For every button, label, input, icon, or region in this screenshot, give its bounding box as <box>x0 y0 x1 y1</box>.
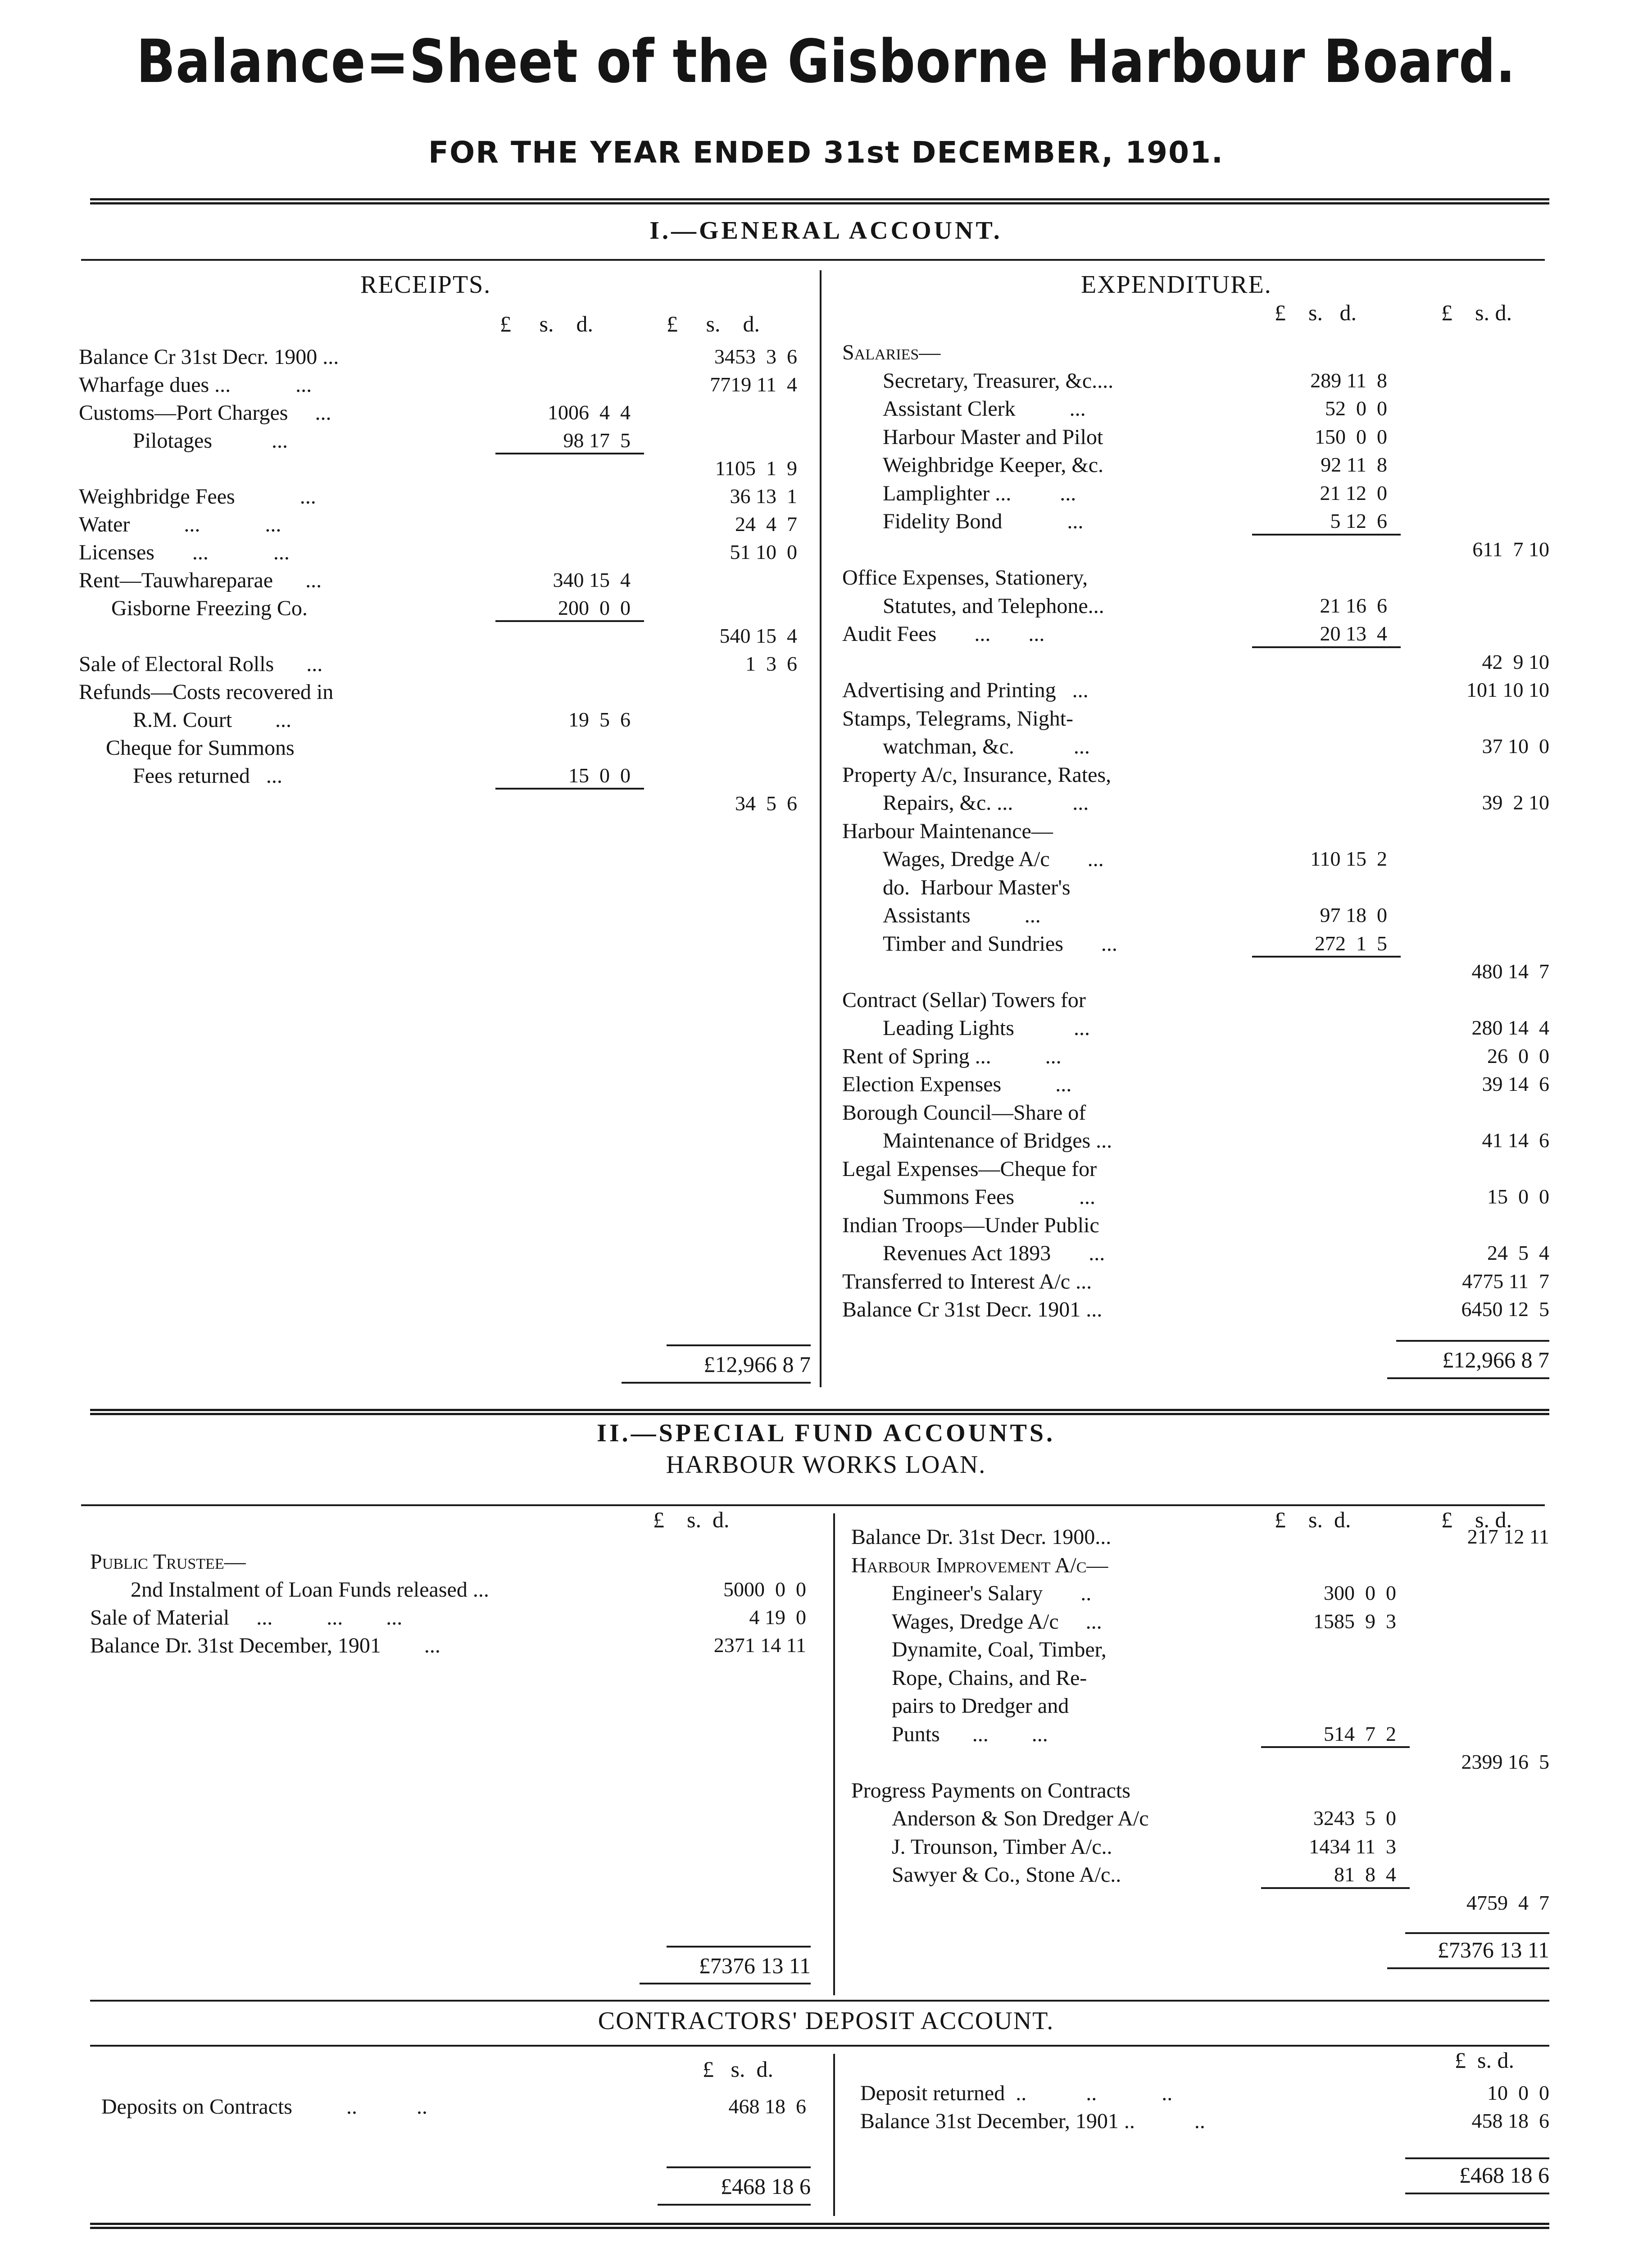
general-expense-row-outer-amount: 24 5 4 <box>1487 1241 1549 1264</box>
general-receipt-row-outer-amount: 34 5 6 <box>735 792 797 815</box>
expenditure-total-bottom-rule <box>1387 1377 1549 1379</box>
general-expenditure-total: £12,966 8 7 <box>1442 1347 1549 1372</box>
general-expense-row-inner-amount: 92 11 8 <box>1321 453 1387 476</box>
general-receipt-row-outer-amount: 51 10 0 <box>730 540 797 563</box>
general-receipt-row-outer-amount: 1 3 6 <box>745 652 797 675</box>
general-receipt-row-label: Weighbridge Fees ... <box>79 485 316 509</box>
footer-rule <box>90 2223 1549 2229</box>
special-receipt-row-label: Public Trustee— <box>90 1550 246 1574</box>
deposit-expense-row-label: Balance 31st December, 1901 .. .. <box>860 2109 1205 2133</box>
general-receipt-row-inner-amount: 19 5 6 <box>568 708 631 731</box>
general-receipt-row-inner-amount: 98 17 5 <box>563 429 631 452</box>
general-expense-row-label: Statutes, and Telephone... <box>883 594 1104 618</box>
special-receipts-currency: £ s. d. <box>653 1507 730 1532</box>
general-expense-row-inner-amount: 21 12 0 <box>1320 481 1387 504</box>
special-expense-subtotal-rule <box>1261 1887 1410 1889</box>
special-receipt-row-label: Sale of Material ... ... ... <box>90 1606 403 1630</box>
deposit-expense-row-outer-amount: 458 18 6 <box>1471 2109 1549 2132</box>
special-fund-heading: II.—SPECIAL FUND ACCOUNTS. <box>597 1419 1055 1447</box>
general-expense-row-outer-amount: 41 14 6 <box>1482 1129 1549 1152</box>
general-expense-row-outer-amount: 101 10 10 <box>1466 678 1549 701</box>
general-expense-row-outer-amount: 480 14 7 <box>1471 960 1549 983</box>
general-expense-row-label: Indian Troops—Under Public <box>842 1213 1099 1237</box>
receipts-total-top-rule <box>667 1344 811 1346</box>
deposit-receipts-total-top-rule <box>667 2166 811 2168</box>
special-expense-row-outer-amount: 4759 4 7 <box>1466 1891 1549 1914</box>
special-sub-rule <box>81 1504 1545 1506</box>
special-column-divider <box>833 1513 835 1995</box>
deposit-column-divider <box>833 2054 835 2216</box>
general-expense-row-inner-amount: 5 12 6 <box>1330 509 1387 532</box>
general-top-rule <box>81 259 1545 261</box>
special-expense-row-label: Punts ... ... <box>892 1722 1048 1746</box>
special-expense-row-label: Harbour Improvement A/c— <box>851 1553 1108 1577</box>
general-expense-row-inner-amount: 20 13 4 <box>1320 622 1387 645</box>
general-expense-row-label: Borough Council—Share of <box>842 1100 1086 1125</box>
receipts-currency-outer: £ s. d. <box>667 311 760 336</box>
general-receipts-total: £12,966 8 7 <box>703 1352 811 1377</box>
special-expense-row-outer-amount: 2399 16 5 <box>1461 1750 1549 1773</box>
general-receipt-row-label: Fees returned ... <box>79 764 282 788</box>
deposit-expenditure-total: £468 18 6 <box>1459 2162 1549 2188</box>
deposit-receipt-row-label: Deposits on Contracts .. .. <box>101 2095 427 2119</box>
general-receipt-row-label: Water ... ... <box>79 513 281 536</box>
special-receipt-row-outer-amount: 2371 14 11 <box>713 1634 806 1657</box>
special-expense-row-label: Progress Payments on Contracts <box>851 1778 1130 1803</box>
general-receipt-row-label: Rent—Tauwhareparae ... <box>79 568 322 592</box>
deposit-expenditure-currency: £ s. d. <box>1455 2048 1514 2073</box>
special-receipt-row-outer-amount: 4 19 0 <box>749 1606 806 1629</box>
general-expense-subtotal-rule <box>1252 956 1401 958</box>
special-expense-row-inner-amount: 514 7 2 <box>1324 1722 1396 1745</box>
general-expense-subtotal-rule <box>1252 646 1401 648</box>
general-expense-row-label: Balance Cr 31st Decr. 1901 ... <box>842 1298 1103 1321</box>
harbour-works-loan-heading: HARBOUR WORKS LOAN. <box>666 1451 986 1479</box>
page-title: Balance=Sheet of the Gisborne Harbour Board. <box>136 27 1516 96</box>
general-expense-row-outer-amount: 39 14 6 <box>1482 1072 1549 1095</box>
general-expense-row-outer-amount: 37 10 0 <box>1482 735 1549 758</box>
special-expense-subtotal-rule <box>1261 1746 1410 1748</box>
general-expense-row-label: Wages, Dredge A/c ... <box>883 847 1104 871</box>
general-receipt-row-outer-amount: 540 15 4 <box>719 624 797 647</box>
general-receipt-row-outer-amount: 24 4 7 <box>735 513 797 536</box>
special-expense-row-inner-amount: 1434 11 3 <box>1309 1834 1396 1858</box>
general-expense-row-label: Salaries— <box>842 341 941 364</box>
general-expense-row-label: Lamplighter ... ... <box>883 481 1076 505</box>
general-expense-row-outer-amount: 4775 11 7 <box>1462 1269 1549 1293</box>
general-expense-row-label: Legal Expenses—Cheque for <box>842 1157 1097 1181</box>
general-receipt-row-inner-amount: 1006 4 4 <box>548 401 631 424</box>
general-expense-row-label: Assistants ... <box>883 904 1041 927</box>
special-expenditure-total-bottom-rule <box>1387 1967 1549 1969</box>
special-expense-row-label: Wages, Dredge A/c ... <box>892 1609 1102 1634</box>
receipts-heading: RECEIPTS. <box>360 271 491 299</box>
general-receipt-row-label: Wharfage dues ... ... <box>79 373 312 397</box>
general-receipt-row-label: Customs—Port Charges ... <box>79 401 331 425</box>
general-expense-row-label: watchman, &c. ... <box>883 735 1090 758</box>
deposit-receipts-currency: £ s. d. <box>703 2057 773 2082</box>
general-expense-row-inner-amount: 289 11 8 <box>1310 368 1387 392</box>
special-expense-row-label: Sawyer & Co., Stone A/c.. <box>892 1863 1121 1887</box>
special-expense-row-outer-amount: 217 12 11 <box>1467 1525 1549 1548</box>
general-expense-row-label: Harbour Maintenance— <box>842 819 1053 843</box>
special-expenditure-currency-outer: £ s. d. <box>1441 1507 1512 1532</box>
general-expense-row-label: Stamps, Telegrams, Night- <box>842 706 1074 731</box>
general-expense-subtotal-rule <box>1252 534 1401 536</box>
page-subtitle: FOR THE YEAR ENDED 31st DECEMBER, 1901. <box>428 135 1224 170</box>
deposit-account-heading: CONTRACTORS' DEPOSIT ACCOUNT. <box>598 2007 1054 2035</box>
general-expense-row-label: Timber and Sundries ... <box>883 931 1117 956</box>
general-column-divider <box>820 270 821 1387</box>
general-receipt-subtotal-rule <box>495 620 644 622</box>
general-receipt-row-inner-amount: 340 15 4 <box>553 568 631 591</box>
deposit-expenditure-total-bottom-rule <box>1405 2193 1549 2194</box>
general-expense-row-inner-amount: 110 15 2 <box>1310 847 1387 870</box>
expenditure-currency-inner: £ s. d. <box>1275 300 1357 325</box>
special-expenditure-total: £7376 13 11 <box>1437 1937 1549 1962</box>
general-expense-row-outer-amount: 39 2 10 <box>1482 791 1549 814</box>
general-expense-row-label: Election Expenses ... <box>842 1072 1072 1096</box>
general-expense-row-inner-amount: 52 0 0 <box>1325 397 1387 420</box>
general-expense-row-label: Maintenance of Bridges ... <box>883 1129 1112 1153</box>
special-expense-row-inner-amount: 3243 5 0 <box>1313 1807 1396 1830</box>
deposit-expense-row-label: Deposit returned .. .. .. <box>860 2081 1173 2105</box>
general-receipt-row-label: R.M. Court ... <box>79 708 292 732</box>
general-receipt-row-label: Sale of Electoral Rolls ... <box>79 652 323 676</box>
general-expense-row-label: Rent of Spring ... ... <box>842 1044 1062 1068</box>
general-receipt-subtotal-rule <box>495 788 644 790</box>
general-receipt-row-inner-amount: 200 0 0 <box>558 596 631 619</box>
general-receipt-row-label: Refunds—Costs recovered in <box>79 680 334 704</box>
general-receipt-subtotal-rule <box>495 453 644 454</box>
special-expenditure-currency-inner: £ s. d. <box>1275 1507 1351 1532</box>
general-receipt-row-label: Pilotages ... <box>79 429 288 453</box>
deposit-receipts-total: £468 18 6 <box>721 2174 811 2199</box>
special-expense-row-inner-amount: 300 0 0 <box>1324 1581 1396 1604</box>
general-receipt-row-label: Licenses ... ... <box>79 540 290 564</box>
special-expense-row-inner-amount: 1585 9 3 <box>1313 1609 1396 1633</box>
general-expense-row-outer-amount: 42 9 10 <box>1482 650 1549 673</box>
general-receipt-row-outer-amount: 36 13 1 <box>730 485 797 508</box>
receipts-total-bottom-rule <box>622 1382 811 1384</box>
general-expense-row-outer-amount: 280 14 4 <box>1471 1016 1549 1039</box>
special-receipt-row-label: 2nd Instalment of Loan Funds released ... <box>131 1578 489 1602</box>
receipts-currency-inner: £ s. d. <box>500 311 593 336</box>
general-expense-row-inner-amount: 97 18 0 <box>1320 904 1387 926</box>
deposit-top-rule <box>90 2000 1549 2002</box>
general-expense-row-outer-amount: 26 0 0 <box>1487 1044 1549 1067</box>
general-expense-row-label: Harbour Master and Pilot <box>883 425 1103 449</box>
general-expense-row-outer-amount: 6450 12 5 <box>1461 1298 1549 1321</box>
general-expense-row-outer-amount: 611 7 10 <box>1472 537 1549 561</box>
special-expense-row-label: Engineer's Salary .. <box>892 1581 1092 1605</box>
special-expense-row-label: Anderson & Son Dredger A/c <box>892 1807 1149 1830</box>
general-expense-row-label: Property A/c, Insurance, Rates, <box>842 763 1112 787</box>
general-expense-row-label: Transferred to Interest A/c ... <box>842 1269 1092 1294</box>
header-rule <box>90 198 1549 204</box>
general-expense-row-label: Advertising and Printing ... <box>842 678 1089 702</box>
general-expense-row-label: do. Harbour Master's <box>883 875 1071 899</box>
general-receipt-row-label: Gisborne Freezing Co. <box>79 596 308 620</box>
general-expense-row-label: Contract (Sellar) Towers for <box>842 988 1086 1012</box>
special-expenditure-total-top-rule <box>1405 1932 1549 1934</box>
general-receipt-row-inner-amount: 15 0 0 <box>568 764 631 787</box>
general-receipt-row-outer-amount: 7719 11 4 <box>710 373 797 396</box>
general-expense-row-label: Weighbridge Keeper, &c. <box>883 453 1104 477</box>
special-receipts-total-bottom-rule <box>640 1983 811 1984</box>
general-receipt-row-outer-amount: 3453 3 6 <box>714 345 797 368</box>
general-expense-row-outer-amount: 15 0 0 <box>1487 1185 1549 1208</box>
special-receipts-total-top-rule <box>667 1946 811 1948</box>
special-receipt-row-outer-amount: 5000 0 0 <box>723 1578 806 1601</box>
special-expense-row-label: Rope, Chains, and Re- <box>892 1666 1087 1690</box>
special-receipt-row-label: Balance Dr. 31st December, 1901 ... <box>90 1634 440 1657</box>
general-expense-row-inner-amount: 272 1 5 <box>1315 931 1387 955</box>
special-expense-row-label: pairs to Dredger and <box>892 1694 1069 1718</box>
general-expense-row-label: Fidelity Bond ... <box>883 509 1084 533</box>
general-expense-row-label: Secretary, Treasurer, &c.... <box>883 368 1114 393</box>
special-expense-row-label: Dynamite, Coal, Timber, <box>892 1638 1107 1662</box>
special-expense-row-label: Balance Dr. 31st Decr. 1900... <box>851 1525 1112 1549</box>
general-expense-row-label: Leading Lights ... <box>883 1016 1090 1040</box>
special-expense-row-label: J. Trounson, Timber A/c.. <box>892 1834 1112 1859</box>
expenditure-heading: EXPENDITURE. <box>1081 271 1272 299</box>
special-expense-row-inner-amount: 81 8 4 <box>1334 1863 1396 1886</box>
general-account-heading: I.—GENERAL ACCOUNT. <box>649 217 1003 245</box>
general-expense-row-label: Audit Fees ... ... <box>842 622 1045 646</box>
deposit-sub-rule <box>90 2045 1549 2047</box>
special-receipts-total: £7376 13 11 <box>699 1953 811 1978</box>
general-expense-row-inner-amount: 21 16 6 <box>1320 594 1387 617</box>
general-expense-row-label: Assistant Clerk ... <box>883 397 1086 421</box>
general-expense-row-inner-amount: 150 0 0 <box>1315 425 1387 448</box>
general-expense-row-label: Summons Fees ... <box>883 1185 1096 1209</box>
deposit-expenditure-total-top-rule <box>1405 2157 1549 2159</box>
deposit-expense-row-outer-amount: 10 0 0 <box>1487 2081 1549 2104</box>
general-expense-row-label: Repairs, &c. ... ... <box>883 791 1089 815</box>
general-receipt-row-label: Cheque for Summons <box>79 736 295 760</box>
special-top-rule <box>90 1409 1549 1415</box>
deposit-receipt-row-outer-amount: 468 18 6 <box>728 2095 806 2118</box>
expenditure-total-top-rule <box>1396 1340 1549 1342</box>
general-expense-row-label: Office Expenses, Stationery, <box>842 566 1088 590</box>
general-receipt-row-outer-amount: 1105 1 9 <box>715 457 797 480</box>
expenditure-currency-outer: £ s. d. <box>1441 300 1512 325</box>
general-receipt-row-label: Balance Cr 31st Decr. 1900 ... <box>79 345 339 369</box>
deposit-receipts-total-bottom-rule <box>658 2204 811 2206</box>
general-expense-row-label: Revenues Act 1893 ... <box>883 1241 1105 1265</box>
